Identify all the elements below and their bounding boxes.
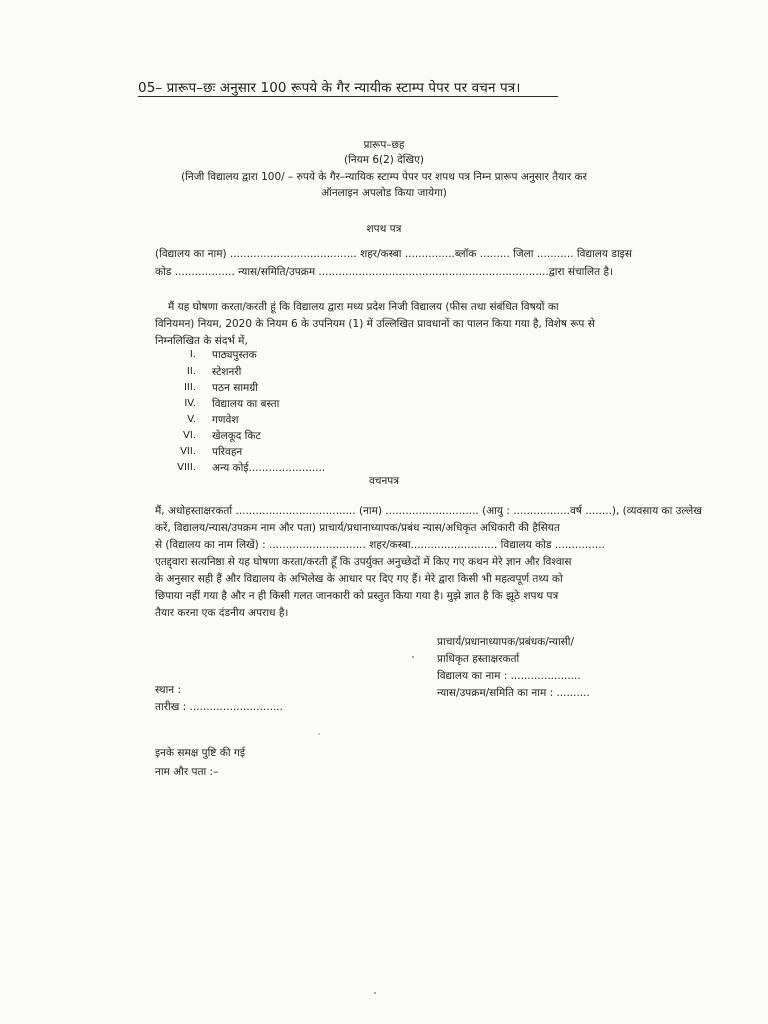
declaration-line3: निम्नलिखित के संदर्भ में,	[155, 335, 248, 347]
list-item-number: VII.	[180, 446, 196, 457]
list-item-number: VI.	[183, 430, 196, 441]
signatory-authorized: प्राधिकृत हस्ताक्षरकर्ता	[437, 653, 520, 665]
undertaking-line5: के अनुसार सही हैं और विद्यालय के अभिलेख के आधार पर दिए गए हैं। मेरे द्वारा किसी भी महत्वपूर्ण तथ्य को	[155, 573, 563, 585]
scan-speck	[374, 992, 376, 994]
list-item-text: गणवेश	[212, 414, 239, 426]
verification-line2: नाम और पता :–	[155, 766, 219, 778]
list-item-text: अन्य कोई.......................	[212, 462, 326, 474]
declaration-line2: विनियमन) नियम, 2020 के नियम 6 के उपनियम (1) में उल्लिखित प्रावधानों का पालन किया गया है, विशेष रूप से	[155, 318, 595, 330]
list-item-text: पठन सामग्री	[212, 382, 258, 394]
signatory-school-name: विद्यालय का नाम : .....................	[437, 670, 581, 682]
list-item-number: II.	[186, 366, 196, 377]
form-rule: (नियम 6(2) देखिए)	[343, 154, 425, 166]
undertaking-line4: एतद्द्वारा सत्यनिष्ठा से यह घोषणा करता/करती हूँ कि उपर्युक्त अनुच्छेदों में किए गए कथन मेरे ज्ञान और विश्वास	[155, 556, 572, 568]
declaration-line1: मैं यह घोषणा करता/करती हूं कि विद्यालय द्वारा मध्य प्रदेश निजी विद्यालय (फीस तथा संबंधित विषयों का	[168, 301, 559, 313]
undertaking-line3: से (विद्यालय का नाम लिखें) : ............................. शहर/कस्बा.......................... विद्यालय कोड ...............	[155, 539, 605, 551]
undertaking-line2: करें, विद्यालय/न्यास/उपक्रम नाम और पता) प्राचार्य/प्रधानाध्यापक/प्रबंध न्यास/अधिकृत अधिकारी की हैसियत	[155, 522, 560, 534]
undertaking-title: वचनपत्र	[368, 475, 400, 487]
form-note-line2: ऑनलाइन अपलोड किया जायेगा)	[321, 187, 447, 199]
undertaking-line1: मैं, अधोहस्ताक्षरकर्ता .................................... (नाम) ............................ (आयु : .................वर्ष ........), (व्यवसाय का उल्लेख	[155, 505, 702, 517]
scan-speck	[318, 733, 320, 735]
form-note-line1: (निजी विद्यालय द्वारा 100/ – रुपये के गैर–न्यायिक स्टाम्प पेपर पर शपथ पत्र निम्न प्रारूप अनुसार तैयार कर	[181, 171, 587, 183]
signatory-role: प्राचार्य/प्रधानाध्यापक/प्रबंधक/न्यासी/	[437, 636, 575, 648]
affidavit-code-line: कोड .................. न्यास/समिति/उपक्रम .....................................................................द्वारा संचालित है।	[155, 266, 614, 278]
list-item-number: III.	[183, 382, 196, 393]
undertaking-line6: छिपाया नहीं गया है और न ही किसी गलत जानकारी को प्रस्तुत किया गया है। मुझे ज्ञात है कि झूठे शपथ पत्र	[155, 590, 559, 602]
form-title: प्रारूप–छह	[363, 139, 405, 151]
list-item-number: V.	[187, 414, 196, 425]
list-item-number: IV.	[184, 398, 196, 409]
date-label: तारीख : ............................	[155, 701, 283, 713]
verification-line1: इनके समक्ष पुष्टि की गई	[155, 747, 245, 759]
list-item-text: स्टेशनरी	[212, 366, 242, 378]
undertaking-line7: तैयार करना एक दंडनीय अपराध है।	[155, 607, 289, 619]
scan-speck	[412, 656, 414, 658]
signatory-trust-name: न्यास/उपक्रम/समिति का नाम : ..........	[437, 687, 590, 699]
list-item-text: पाठ्यपुस्तक	[212, 349, 257, 361]
list-item-number: VIII.	[177, 462, 196, 473]
affidavit-school-line: (विद्यालय का नाम) ...................................... शहर/कस्बा ...............ब्लॉक ......... जिला ........... विद्यालय डाइस	[155, 248, 632, 260]
list-item-text: खेलकूद किट	[212, 430, 261, 442]
heading-underline	[138, 96, 558, 97]
list-item-number: I.	[189, 349, 196, 360]
place-label: स्थान :	[155, 684, 182, 696]
affidavit-title: शपथ पत्र	[366, 223, 402, 235]
list-item-text: विद्यालय का बस्ता	[212, 398, 280, 410]
list-item-text: परिवहन	[212, 446, 243, 458]
document-heading: 05– प्रारूप–छः अनुसार 100 रूपये के गैर न्यायीक स्टाम्प पेपर पर वचन पत्र।	[138, 80, 521, 96]
